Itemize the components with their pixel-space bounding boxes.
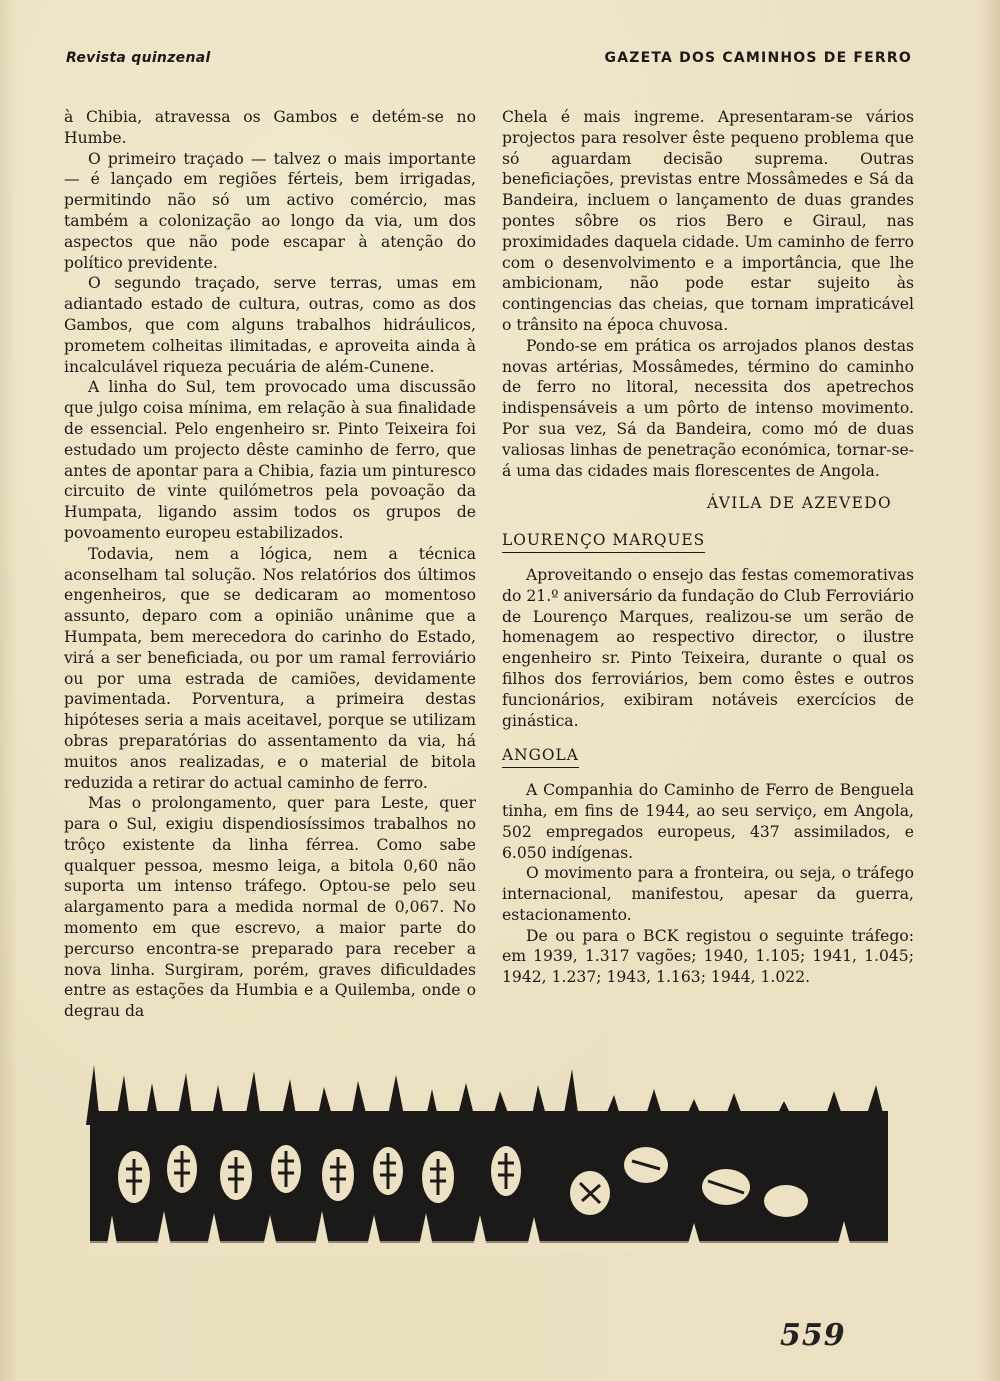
paragraph: A Companhia do Caminho de Ferro de Benguela tinha, em fins de 1944, ao seu serviço, em Angola, 502 empregados europeus, 437 assimilados, e 6.050 indígenas. (502, 781, 914, 862)
header-left: Revista quinzenal (66, 50, 211, 66)
right-column (502, 107, 914, 988)
paragraph: O movimento para a fronteira, ou seja, o tráfego internacional, manifestou, apesar da guerra, estacionamento. (502, 864, 914, 924)
paragraph: A linha do Sul, tem provocado uma discussão que julgo coisa mínima, em relação à sua finalidade de essencial. Pelo engenheiro sr. Pinto Teixeira foi estudado um projecto dêste caminho de ferro, que antes de apontar para a Chibia, fazia um pinturesco circuito de vinte quilómetros pela povoação da Humpata, ligando assim todos os grupos de povoamento europeu estabilizados. (64, 378, 476, 542)
paragraph: Mas o prolongamento, quer para Leste, quer para o Sul, exigiu dispendiosíssimos trabalhos no trôço existente da linha férrea. Como sabe qualquer pessoa, mesmo leiga, a bitola 0,60 não suporta um intenso tráfego. Optou-se pelo seu alargamento para a medida normal de 0,067. No momento em que escrevo, a maior parte do percurso encontra-se preparado para receber a nova linha. Surgiram, porém, graves dificuldades entre as estações da Humbia e a Quilemba, onde o degrau da (64, 794, 476, 1021)
paragraph: Todavia, nem a lógica, nem a técnica aconselham tal solução. Nos relatórios dos últimos engenheiros, que se dedicaram ao momentoso assunto, deparo com a opinião unânime que a Humpata, bem merecedora do carinho do Estado, virá a ser beneficiada, ou por um ramal ferroviário ou por uma estrada de camiões, devidamente pavimentada. Porventura, a primeira destas hipóteses seria a mais aceitavel, porque se utilizam obras preparatórias do assentamento da via, há muitos anos realizadas, e o material de bitola reduzida a retirar do actual caminho de ferro. (64, 544, 476, 792)
paragraph: Aproveitando o ensejo das festas comemorativas do 21.º aniversário da fundação do Club Ferroviário de Lourenço Marques, realizou-se um serão de homenagem ao respectivo director, o ilustre engenheiro sr. Pinto Teixeira, durante o qual os filhos dos ferroviários, bem como êstes e outros funcionários, exibiram notáveis exercícios de ginástica. (502, 565, 914, 730)
paragraph: O primeiro traçado — talvez o mais importante — é lançado em regiões férteis, bem irrigadas, permitindo não só um activo comércio, mas também a colonização ao longo da via, um dos aspectos que não pode escapar à atenção do político previdente. (64, 149, 476, 272)
woodcut-illustration (86, 1065, 892, 1251)
author-signature: ÁVILA DE AZEVEDO (707, 494, 892, 513)
paragraph: à Chibia, atravessa os Gambos e detém-se no Humbe. (64, 108, 476, 147)
paragraph: Chela é mais ingreme. Apresentaram-se vários projectos para resolver êste pequeno problema que só aguardam decisão suprema. Outras beneficiações, previstas entre Mossâmedes e Sá da Bandeira, incluem o lançamento de duas grandes pontes sôbre os rios Bero e Giraul, nas proximidades daquela cidade. Um caminho de ferro com o desenvolvimento e a importância, que lhe ambicionam, não pode estar sujeito às contingencias das cheias, que tornam impraticável o trânsito na época chuvosa. (502, 108, 914, 334)
running-header (66, 50, 912, 72)
section-heading: ANGOLA (502, 745, 579, 768)
paragraph: Pondo-se em prática os arrojados planos destas novas artérias, Mossâmedes, término do caminho de ferro no litoral, necessita dos apetrechos indispensáveis a um pôrto de intenso movimento. Por sua vez, Sá da Bandeira, como mó de duas valiosas linhas de penetração económica, tornar-se-á uma das cidades mais florescentes de Angola. (502, 336, 914, 480)
section-heading: LOURENÇO MARQUES (502, 530, 705, 553)
paragraph: De ou para o BCK registou o seguinte tráfego: em 1939, 1.317 vagões; 1940, 1.105; 1941, 1.045; 1942, 1.237; 1943, 1.163; 1944, 1.022. (502, 926, 914, 987)
left-column (64, 107, 476, 1022)
header-right: GAZETA DOS CAMINHOS DE FERRO (604, 50, 912, 66)
paragraph: O segundo traçado, serve terras, umas em adiantado estado de cultura, outras, como as dos Gambos, que com alguns trabalhos hidráulicos, prometem colheitas ilimitadas, e aproveita ainda à incalculável riqueza pecuária de além-Cunene. (64, 274, 476, 376)
page-number: 559 (780, 1318, 846, 1353)
